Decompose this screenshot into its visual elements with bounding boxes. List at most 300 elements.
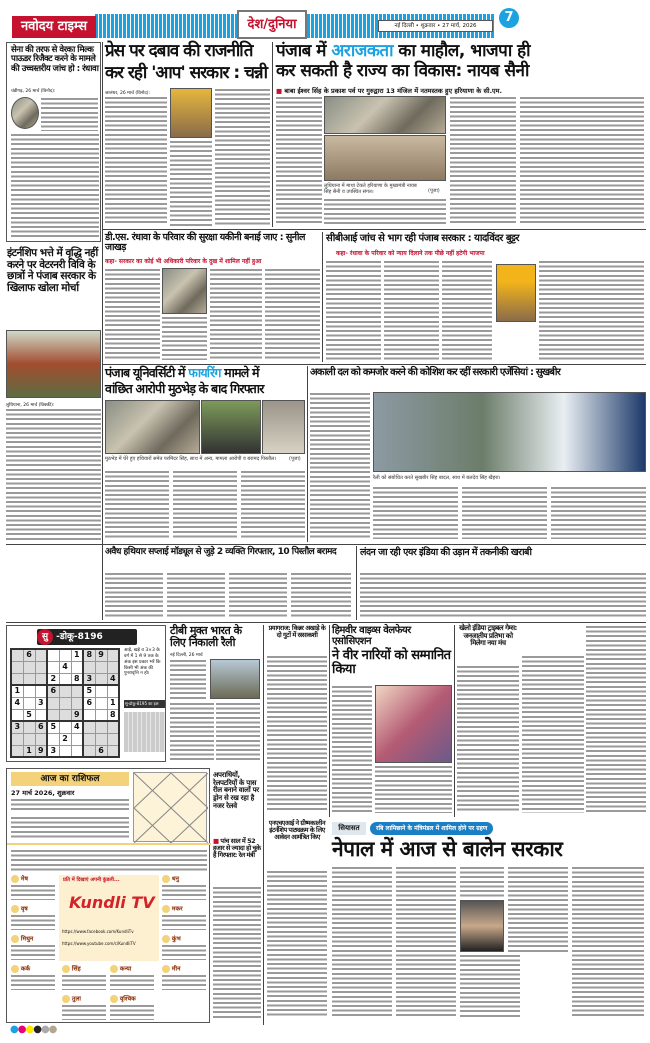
facebook-link[interactable]: https://www.facebook.com/KundliTv bbox=[62, 929, 134, 934]
zodiac-icon bbox=[110, 995, 118, 1003]
sudoku-cell[interactable]: 6 bbox=[35, 721, 47, 733]
sudoku-cell[interactable]: 5 bbox=[83, 685, 95, 697]
body-text bbox=[310, 392, 370, 539]
photo-balen bbox=[460, 900, 504, 952]
zodiac-sign bbox=[11, 905, 57, 933]
dateline: लुधियाना, 26 मार्च (विक्की): bbox=[6, 403, 55, 408]
sudoku-cell[interactable]: 3 bbox=[11, 721, 23, 733]
sudoku-instructions: आड़े, खड़े व 3×3 के वर्ग में 1 से 9 तक के अंक इस प्रकार भरें कि किसी भी अंक की पुनरावृत्ति न हो। bbox=[124, 648, 161, 677]
photo-university-building bbox=[6, 330, 101, 398]
sudoku-row bbox=[11, 649, 119, 661]
sudoku-cell[interactable]: 6 bbox=[47, 685, 59, 697]
body-text bbox=[326, 260, 381, 360]
photo-jakhar bbox=[162, 268, 207, 314]
sudoku-cell[interactable]: 5 bbox=[47, 721, 59, 733]
body-text bbox=[11, 133, 99, 239]
article-sukhbir bbox=[310, 366, 646, 542]
sudoku-cell[interactable] bbox=[71, 661, 83, 673]
sudoku-row bbox=[11, 697, 119, 709]
rule bbox=[7, 843, 211, 845]
body-text bbox=[332, 866, 392, 1018]
body-text bbox=[213, 886, 261, 1020]
zodiac-text bbox=[11, 944, 55, 960]
article-pu-firing bbox=[105, 366, 305, 542]
photo-credit: (पूजा) bbox=[289, 456, 301, 462]
photo-randhawa bbox=[11, 97, 39, 129]
body-text bbox=[167, 572, 225, 618]
zodiac-icon bbox=[162, 905, 170, 913]
sudoku-cell[interactable] bbox=[107, 733, 119, 745]
body-text bbox=[41, 97, 98, 131]
zodiac-name: धनु bbox=[171, 875, 179, 883]
headline-part: पंजाब यूनिवर्सिटी में bbox=[105, 365, 189, 380]
headline-highlight: फायरिंग bbox=[188, 365, 221, 380]
body-text bbox=[229, 572, 287, 618]
photo-credit: (पूजा) bbox=[428, 188, 440, 194]
subhead: कहा- सरकार का कोई भी अधिकारी परिवार के दुख में शामिल नहीं हुआ bbox=[105, 258, 262, 265]
body-text bbox=[6, 408, 101, 540]
zodiac-icon bbox=[162, 935, 170, 943]
headline: डी.एस. रंधावा के परिवार की सुरक्षा यकीनी बनाई जाए : सुनील जाखड़ bbox=[105, 232, 305, 254]
photo-caption: रैली को संबोधित करते सुखबीर सिंह बादल, साथ में बलदेव सिंह खैहरा। bbox=[373, 475, 501, 481]
sudoku-cell[interactable]: 4 bbox=[71, 721, 83, 733]
article-railway-main bbox=[213, 772, 261, 832]
sudoku-cell[interactable]: 1 bbox=[23, 745, 35, 757]
kundli-tv-ad bbox=[59, 875, 159, 961]
sudoku-cell[interactable] bbox=[95, 709, 107, 721]
headline: कर रही 'आप' सरकार : चन्नी bbox=[105, 63, 267, 83]
body-text bbox=[522, 655, 584, 813]
zodiac-icon bbox=[62, 965, 70, 973]
sudoku-cell[interactable] bbox=[47, 649, 59, 661]
sudoku-cell[interactable] bbox=[83, 661, 95, 673]
article-buttar bbox=[326, 232, 646, 362]
body-text bbox=[267, 655, 327, 812]
sudoku-cell[interactable] bbox=[23, 733, 35, 745]
body-text bbox=[572, 866, 644, 1018]
body-text bbox=[170, 702, 214, 760]
zodiac-name: मकर bbox=[171, 905, 183, 913]
headline: इंटर्नशिप भत्ते में वृद्धि नहीं करने पर वेटरनरी विवि के छात्रों ने पंजाब सरकार के खिलाफ खोला मोर्चा bbox=[7, 247, 98, 294]
headline: लंदन जा रही एयर इंडिया की उड़ान में तकनीकी खराबी bbox=[360, 547, 532, 558]
photo-sukhbir-rally bbox=[373, 392, 646, 472]
rule bbox=[6, 544, 646, 545]
sudoku-cell[interactable] bbox=[47, 661, 59, 673]
zodiac-text bbox=[62, 1004, 106, 1020]
zodiac-icon bbox=[11, 935, 19, 943]
body-text bbox=[324, 198, 446, 226]
sudoku-badge: सु bbox=[37, 629, 53, 645]
zodiac-sign bbox=[162, 965, 208, 993]
photo-caption: लुधियाना में माथा टेकते हरियाणा के मुख्यमंत्री नायब सिंह सैनी व उपस्थित संगत। bbox=[324, 183, 417, 195]
ad-tagline: प्रति में दिखाएं अपनी कुंडली... bbox=[63, 877, 120, 883]
body-text bbox=[520, 96, 644, 226]
sudoku-row bbox=[11, 661, 119, 673]
body-text bbox=[586, 625, 646, 813]
sudoku-cell[interactable] bbox=[35, 709, 47, 721]
sudoku-cell[interactable] bbox=[71, 745, 83, 757]
body-text bbox=[162, 316, 207, 360]
article-channi bbox=[105, 40, 270, 228]
body-text bbox=[460, 954, 520, 1018]
body-text bbox=[241, 470, 305, 540]
zodiac-name: वृष bbox=[20, 905, 28, 913]
body-text bbox=[265, 268, 320, 360]
zodiac-sign bbox=[62, 965, 108, 993]
sudoku-cell[interactable] bbox=[95, 721, 107, 733]
sudoku-cell[interactable] bbox=[23, 697, 35, 709]
sudoku-cell[interactable]: 1 bbox=[11, 685, 23, 697]
sudoku-cell[interactable] bbox=[107, 649, 119, 661]
headline-part: मामले में bbox=[220, 365, 259, 380]
box-headline: ■ पांच साल में 52 हजार से ज्यादा हो चुके हैं गिरफ्तार: रेल मंत्री bbox=[213, 837, 261, 860]
dateline: चंडीगढ़, 26 मार्च (विनोद): bbox=[11, 89, 56, 94]
headline: अपराधियों, रेलपटरियों के पास रील बनाने वालों पर ड्रोन से रख रहा है नजर रेलवे bbox=[213, 771, 259, 810]
sudoku-cell[interactable] bbox=[107, 661, 119, 673]
body-text bbox=[450, 96, 516, 226]
sudoku-row bbox=[11, 721, 119, 733]
rashifal-panel bbox=[6, 768, 210, 1023]
zodiac-sign bbox=[11, 965, 57, 993]
zodiac-icon bbox=[162, 965, 170, 973]
zodiac-sign bbox=[162, 905, 208, 933]
headline: टीबी मुक्त भारत के लिए निकाली रैली bbox=[170, 624, 242, 650]
photo-channi bbox=[170, 88, 212, 138]
sudoku-cell[interactable]: 2 bbox=[47, 673, 59, 685]
sudoku-cell[interactable]: 5 bbox=[23, 709, 35, 721]
planet-positions bbox=[11, 816, 129, 838]
sudoku-cell[interactable] bbox=[35, 733, 47, 745]
headline: अकाली दल को कमजोर करने की कोशिश कर रहीं सरकारी एजेंसियां : सुखबीर bbox=[310, 367, 561, 378]
sudoku-cell[interactable] bbox=[23, 673, 35, 685]
sudoku-cell[interactable] bbox=[95, 673, 107, 685]
subhead-text: बाबा ईश्वर सिंह के प्रकाश पर्व पर गुरुद्वारा 13 मंजिल में नतमस्तक हुए हरियाणा के सी.एम. bbox=[284, 87, 502, 95]
sudoku-cell[interactable]: 3 bbox=[35, 697, 47, 709]
kicker: रबि लामिछाने के मंत्रिमंडल में शामिल होने पर ग्रहण bbox=[370, 822, 493, 835]
article-jakhar bbox=[105, 232, 320, 362]
box-text: पांच साल में 52 हजार से ज्यादा हो चुके हैं गिरफ्तार: रेल मंत्री bbox=[213, 837, 261, 860]
zodiac-name: मेष bbox=[20, 875, 28, 883]
photo-accused bbox=[105, 400, 200, 454]
column-rule bbox=[322, 232, 323, 362]
rule bbox=[6, 622, 646, 623]
zodiac-text bbox=[162, 884, 206, 900]
sudoku-cell[interactable] bbox=[11, 733, 23, 745]
article-nhai bbox=[267, 820, 327, 1020]
zodiac-text bbox=[162, 944, 206, 960]
rashifal-intro bbox=[11, 849, 207, 871]
sudoku-cell[interactable] bbox=[35, 649, 47, 661]
panchang-text bbox=[11, 798, 129, 812]
date-line: नई दिल्ली • शुक्रवार • 27 मार्च, 2026 bbox=[378, 20, 493, 32]
zodiac-text bbox=[11, 884, 55, 900]
body-text bbox=[457, 665, 519, 813]
sudoku-number: -डोकू-8196 bbox=[56, 632, 103, 642]
zodiac-sign bbox=[62, 995, 108, 1023]
rashifal-title: आज का राशिफल bbox=[11, 772, 129, 786]
zodiac-text bbox=[162, 914, 206, 930]
sudoku-row bbox=[11, 745, 119, 757]
body-text bbox=[373, 486, 458, 539]
zodiac-name: मीन bbox=[171, 965, 181, 973]
sudoku-grid[interactable] bbox=[10, 648, 120, 758]
sudoku-cell[interactable] bbox=[59, 745, 71, 757]
sudoku-cell[interactable]: 4 bbox=[11, 697, 23, 709]
zodiac-name: कर्क bbox=[20, 965, 31, 973]
body-text bbox=[267, 870, 327, 1018]
sudoku-cell[interactable]: 6 bbox=[23, 649, 35, 661]
article-tb-rally bbox=[170, 625, 260, 762]
sudoku-cell[interactable] bbox=[95, 733, 107, 745]
body-text bbox=[332, 685, 372, 813]
rule bbox=[103, 229, 646, 230]
article-khelo-india bbox=[457, 625, 519, 815]
sudoku-cell[interactable] bbox=[71, 685, 83, 697]
zodiac-icon bbox=[11, 965, 19, 973]
sudoku-cell[interactable] bbox=[95, 697, 107, 709]
body-text bbox=[396, 866, 456, 1018]
sudoku-cell[interactable]: 3 bbox=[47, 745, 59, 757]
sudoku-cell[interactable]: 8 bbox=[71, 673, 83, 685]
sudoku-cell[interactable] bbox=[35, 685, 47, 697]
headline: वांछित आरोपी मुठभेड़ के बाद गिरफ्तार bbox=[105, 381, 264, 396]
sudoku-cell[interactable] bbox=[47, 709, 59, 721]
photo-tb-rally bbox=[210, 659, 260, 699]
body-text bbox=[360, 572, 646, 618]
rashifal-date: 27 मार्च 2026, शुक्रवार bbox=[11, 789, 75, 797]
zodiac-text bbox=[110, 974, 154, 990]
page-number: 7 bbox=[499, 8, 519, 28]
solution-label: सु-डोकू-8195 का हल bbox=[124, 700, 165, 708]
photo-encounter-site bbox=[201, 400, 261, 454]
zodiac-icon bbox=[62, 995, 70, 1003]
ad-logo: Kundli TV bbox=[69, 893, 155, 912]
sudoku-cell[interactable] bbox=[71, 733, 83, 745]
sudoku-cell[interactable] bbox=[71, 697, 83, 709]
article-himveer bbox=[332, 625, 452, 815]
photo-himveer bbox=[375, 685, 452, 763]
zodiac-sign bbox=[110, 995, 156, 1023]
zodiac-name: कन्या bbox=[119, 965, 132, 973]
sudoku-cell[interactable]: 9 bbox=[71, 709, 83, 721]
zodiac-text bbox=[62, 974, 106, 990]
masthead bbox=[0, 0, 650, 42]
solution-grid bbox=[124, 712, 165, 752]
section-tag: सियासत bbox=[332, 822, 366, 835]
column-rule bbox=[263, 625, 264, 1025]
sudoku-row bbox=[11, 709, 119, 721]
zodiac-icon bbox=[11, 875, 19, 883]
section-tab: देश/दुनिया bbox=[237, 10, 307, 39]
sudoku-cell[interactable] bbox=[83, 709, 95, 721]
sudoku-cell[interactable]: 4 bbox=[107, 673, 119, 685]
zodiac-icon bbox=[162, 875, 170, 883]
sudoku-cell[interactable] bbox=[59, 685, 71, 697]
body-text bbox=[170, 140, 212, 226]
sudoku-cell[interactable] bbox=[23, 685, 35, 697]
body-text bbox=[210, 268, 262, 360]
sudoku-row bbox=[11, 733, 119, 745]
sudoku-cell[interactable] bbox=[59, 673, 71, 685]
article-air-india bbox=[360, 548, 646, 620]
headline bbox=[105, 366, 259, 380]
kundli-chart bbox=[133, 772, 207, 842]
zodiac-icon bbox=[11, 905, 19, 913]
sudoku-cell[interactable]: 6 bbox=[83, 697, 95, 709]
sudoku-cell[interactable]: 9 bbox=[95, 649, 107, 661]
sudoku-cell[interactable] bbox=[83, 745, 95, 757]
sudoku-cell[interactable] bbox=[35, 661, 47, 673]
sudoku-cell[interactable] bbox=[23, 721, 35, 733]
sudoku-title bbox=[37, 629, 137, 645]
zodiac-text bbox=[110, 1004, 154, 1020]
sudoku-cell[interactable] bbox=[59, 649, 71, 661]
body-text bbox=[170, 659, 206, 699]
headline: एनएचएआई ने ग्रीष्मकालीन इंटर्नशिप पाठ्यक्रम के लिए आवेदन आमंत्रित किए bbox=[268, 819, 326, 842]
sudoku-cell[interactable]: 1 bbox=[71, 649, 83, 661]
subhead: कहा- रंधावा के परिवार को न्याय दिलाने तक पीछे नहीं हटेगी भाजपा bbox=[336, 250, 485, 257]
sudoku-cell[interactable]: 6 bbox=[95, 745, 107, 757]
zodiac-sign bbox=[110, 965, 156, 993]
headline: सीबीआई जांच से भाग रही पंजाब सरकार : यादविंदर बुट्टर bbox=[326, 233, 520, 244]
sudoku-cell[interactable] bbox=[83, 733, 95, 745]
youtube-link[interactable]: https://www.youtube.com/c/KundliTV bbox=[62, 941, 136, 946]
zodiac-name: तुला bbox=[71, 995, 81, 1003]
sudoku-cell[interactable] bbox=[59, 709, 71, 721]
headline: प्रेस पर दबाव की राजनीति bbox=[105, 41, 253, 61]
zodiac-text bbox=[11, 914, 55, 930]
sudoku-cell[interactable]: 2 bbox=[59, 733, 71, 745]
column-rule bbox=[102, 42, 103, 620]
headline-part: का माहौल, भाजपा ही bbox=[393, 41, 531, 61]
sudoku-cell[interactable] bbox=[23, 661, 35, 673]
body-text bbox=[216, 702, 260, 760]
body-text bbox=[539, 260, 644, 360]
sudoku-cell[interactable] bbox=[95, 661, 107, 673]
dateline: जालंधर, 26 मार्च (विनोद): bbox=[105, 91, 151, 96]
railway-box bbox=[213, 838, 261, 882]
sudoku-cell[interactable] bbox=[11, 709, 23, 721]
zodiac-sign bbox=[11, 875, 57, 903]
body-text bbox=[460, 866, 504, 898]
far-right-column bbox=[522, 625, 646, 815]
body-text bbox=[508, 866, 568, 952]
photo-sangat bbox=[324, 135, 446, 181]
registration-marks: ●●●●●● bbox=[10, 1024, 57, 1035]
article-randhawa-milk bbox=[6, 42, 101, 242]
column-rule bbox=[356, 546, 357, 620]
sudoku-cell[interactable] bbox=[83, 721, 95, 733]
article-weapons bbox=[105, 548, 353, 620]
zodiac-sign bbox=[162, 875, 208, 903]
headline: ने वीर नारियों को सम्मानित किया bbox=[332, 648, 451, 678]
article-saini bbox=[276, 40, 646, 230]
dateline: नई दिल्ली, 26 मार्च bbox=[170, 653, 203, 658]
kundli-diagram bbox=[134, 773, 208, 843]
zodiac-icon bbox=[110, 965, 118, 973]
headline-highlight: अराजकता bbox=[331, 41, 393, 61]
body-text bbox=[105, 96, 167, 226]
photo-saini-gurudwara bbox=[324, 96, 446, 134]
sudoku-cell[interactable] bbox=[47, 733, 59, 745]
sudoku-cell[interactable] bbox=[107, 745, 119, 757]
body-text bbox=[442, 260, 492, 360]
sudoku-cell[interactable] bbox=[47, 697, 59, 709]
column-rule bbox=[329, 625, 330, 817]
sudoku-cell[interactable] bbox=[11, 745, 23, 757]
headline: प्रयागराज: किन्नर अखाड़े के दो गुटों में रस्साकशी bbox=[268, 624, 326, 640]
headline: कर सकती है राज्य का विकास: नायब सैनी bbox=[276, 61, 529, 81]
sudoku-cell[interactable] bbox=[59, 697, 71, 709]
article-internship bbox=[6, 244, 101, 542]
zodiac-name: वृश्चिक bbox=[119, 995, 136, 1003]
sudoku-cell[interactable] bbox=[11, 673, 23, 685]
column-rule bbox=[272, 42, 273, 227]
sudoku-cell[interactable] bbox=[35, 673, 47, 685]
body-text bbox=[173, 470, 237, 540]
zodiac-text bbox=[162, 974, 206, 990]
headline bbox=[276, 42, 646, 61]
sudoku-panel bbox=[6, 625, 166, 762]
body-text bbox=[462, 486, 547, 539]
article-nepal bbox=[332, 820, 646, 1020]
body-text bbox=[384, 260, 439, 360]
headline: नेपाल में आज से बालेन सरकार bbox=[332, 837, 563, 861]
sudoku-cell[interactable]: 8 bbox=[107, 709, 119, 721]
body-text bbox=[375, 765, 452, 813]
sudoku-cell[interactable] bbox=[11, 649, 23, 661]
zodiac-sign bbox=[162, 935, 208, 963]
sudoku-cell[interactable]: 8 bbox=[83, 649, 95, 661]
zodiac-name: सिंह bbox=[71, 965, 81, 973]
photo-pistol bbox=[262, 400, 305, 454]
sudoku-cell[interactable] bbox=[11, 661, 23, 673]
body-text bbox=[105, 268, 160, 360]
column-rule bbox=[307, 366, 308, 542]
zodiac-name: कुंभ bbox=[171, 935, 181, 943]
headline: हिमवीर वाइव्स वेलफेयर एसोसिएशन bbox=[332, 625, 411, 647]
body-text bbox=[551, 486, 646, 539]
body-text bbox=[276, 96, 322, 226]
sudoku-row bbox=[11, 685, 119, 697]
column-rule bbox=[454, 625, 455, 817]
logo: नवोदय टाइम्स bbox=[12, 16, 96, 38]
sudoku-cell[interactable] bbox=[59, 721, 71, 733]
headline: सेना की तरफ से वेरका मिल्क पाऊडर रिजैक्ट करने के मामले की उच्चस्तरीय जांच हो : रंधावा bbox=[11, 45, 99, 74]
body-text bbox=[291, 572, 351, 618]
zodiac-name: मिथुन bbox=[20, 935, 34, 943]
sudoku-cell[interactable] bbox=[95, 685, 107, 697]
body-text bbox=[105, 470, 169, 540]
subhead: ■ बाबा ईश्वर सिंह के प्रकाश पर्व पर गुरुद्वारा 13 मंजिल में नतमस्तक हुए हरियाणा के सी.एम. bbox=[276, 87, 502, 95]
sudoku-cell[interactable] bbox=[107, 721, 119, 733]
sudoku-cell[interactable] bbox=[107, 685, 119, 697]
headline: खेलो इंडिया ट्राइबल गेम्स: जनजातीय प्रतिभा को मिलेगा नया मंच bbox=[459, 624, 517, 648]
body-text bbox=[215, 88, 270, 226]
photo-caption: मुठभेड़ में घेरे हुए हथियारों समेत परमिंदर सिंह, साथ में अन्य, मामला आरोपी व बरामद पिस्तौल। bbox=[105, 456, 277, 462]
photo-buttar bbox=[496, 264, 536, 322]
sudoku-row bbox=[11, 673, 119, 685]
headline-part: पंजाब में bbox=[276, 41, 332, 61]
article-prayagraj bbox=[267, 625, 327, 815]
zodiac-sign bbox=[11, 935, 57, 963]
sudoku-cell[interactable]: 3 bbox=[83, 673, 95, 685]
zodiac-text bbox=[11, 974, 55, 990]
sudoku-cell[interactable]: 4 bbox=[59, 661, 71, 673]
sudoku-cell[interactable]: 9 bbox=[35, 745, 47, 757]
body-text bbox=[105, 572, 163, 618]
sudoku-cell[interactable]: 1 bbox=[107, 697, 119, 709]
